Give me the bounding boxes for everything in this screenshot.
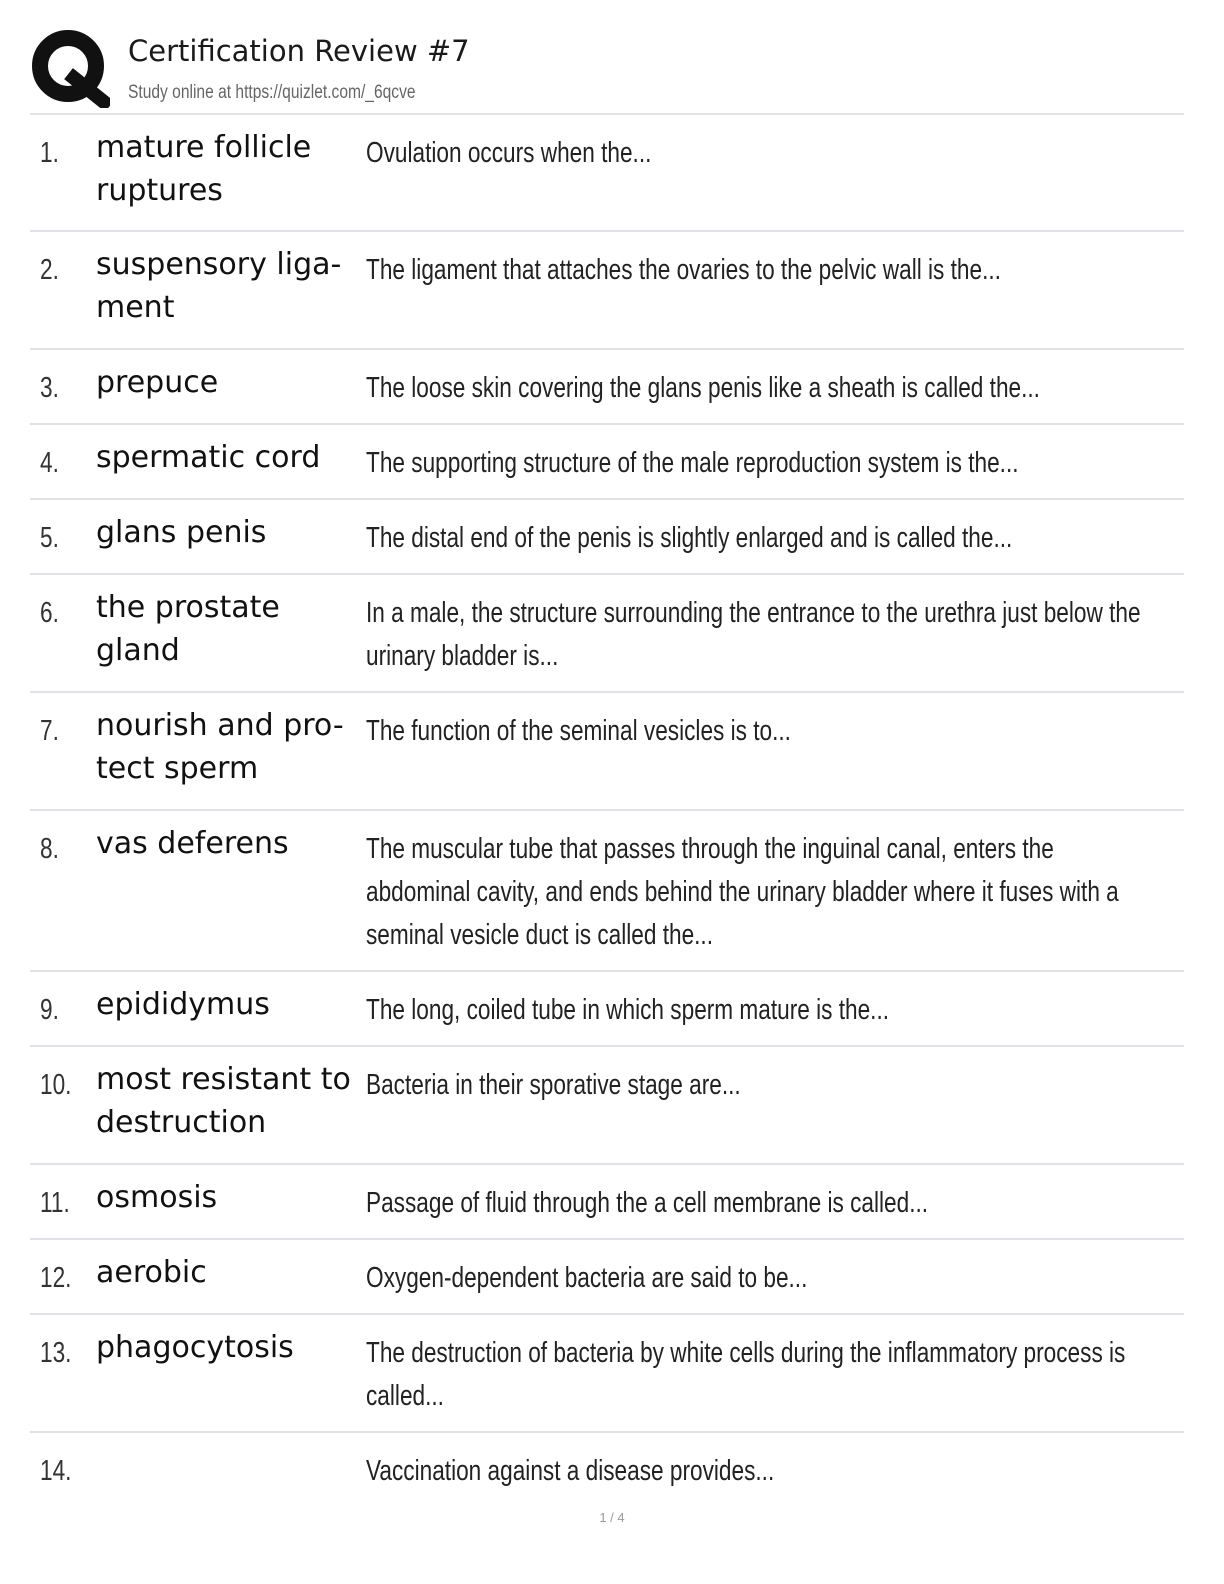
document-title: Certification Review #7 [128,34,470,68]
card-number: 1. [40,137,59,169]
flashcard-row [30,350,1184,425]
card-definition: Vaccination against a disease provides... [366,1455,775,1487]
card-definition: The supporting structure of the male reproduction system is the... [366,447,1019,479]
card-definition: The loose skin covering the glans penis like a sheath is called the... [366,372,1040,404]
card-term: suspensory liga- ment [96,247,342,325]
card-term: mature follicle ruptures [96,130,312,208]
flashcard-row [30,115,1184,232]
card-term: vas deferens [96,826,289,861]
quizlet-logo-icon [30,28,110,108]
card-number: 8. [40,833,59,865]
card-term: epididymus [96,987,270,1022]
page-indicator: 1 / 4 [599,1510,625,1525]
card-term: prepuce [96,365,219,400]
flashcard-list [30,115,1184,1508]
flashcard-row [30,1433,1184,1508]
card-number: 2. [40,254,59,286]
card-number: 5. [40,522,59,554]
card-number: 10. [40,1069,72,1101]
flashcard-row [30,232,1184,350]
card-number: 7. [40,715,59,747]
flashcard-row [30,811,1184,972]
flashcard-row [30,425,1184,500]
card-definition: The muscular tube that passes through the inguinal canal, enters the abdominal cavity, and ends behind the urinary bladder where it fuses with a seminal vesicle duct is called the... [366,833,1119,951]
card-term: glans penis [96,515,267,550]
card-term: osmosis [96,1180,218,1215]
document-header [30,28,1190,112]
card-definition: In a male, the structure surrounding the entrance to the urethra just below the urinary bladder is... [366,597,1141,672]
card-term: most resistant to destruction [96,1062,351,1140]
study-online-link[interactable]: Study online at https://quizlet.com/_6qcve [128,82,416,103]
card-number: 3. [40,372,59,404]
card-definition: The function of the seminal vesicles is to... [366,715,791,747]
card-term: nourish and pro- tect sperm [96,708,344,786]
card-number: 9. [40,994,59,1026]
card-definition: The destruction of bacteria by white cells during the inflammatory process is called... [366,1337,1126,1412]
card-definition: The ligament that attaches the ovaries to the pelvic wall is the... [366,254,1001,286]
card-number: 13. [40,1337,72,1369]
card-definition: Ovulation occurs when the... [366,137,652,169]
card-number: 4. [40,447,59,479]
flashcard-row [30,500,1184,575]
flashcard-row [30,972,1184,1047]
card-definition: Oxygen-dependent bacteria are said to be... [366,1262,808,1294]
flashcard-row [30,1165,1184,1240]
card-term: spermatic cord [96,440,321,475]
flashcard-row [30,1240,1184,1315]
card-definition: The distal end of the penis is slightly enlarged and is called the... [366,522,1013,554]
flashcard-row [30,693,1184,811]
card-term: aerobic [96,1255,207,1290]
card-number: 11. [40,1187,70,1219]
card-number: 14. [40,1455,72,1487]
card-number: 12. [40,1262,72,1294]
card-number: 6. [40,597,59,629]
card-definition: Passage of fluid through the a cell membrane is called... [366,1187,929,1219]
flashcard-row [30,575,1184,693]
card-term: phagocytosis [96,1330,294,1365]
card-definition: The long, coiled tube in which sperm mature is the... [366,994,890,1026]
card-term: the prostate gland [96,590,280,668]
card-definition: Bacteria in their sporative stage are... [366,1069,741,1101]
flashcard-row [30,1047,1184,1165]
flashcard-row [30,1315,1184,1433]
